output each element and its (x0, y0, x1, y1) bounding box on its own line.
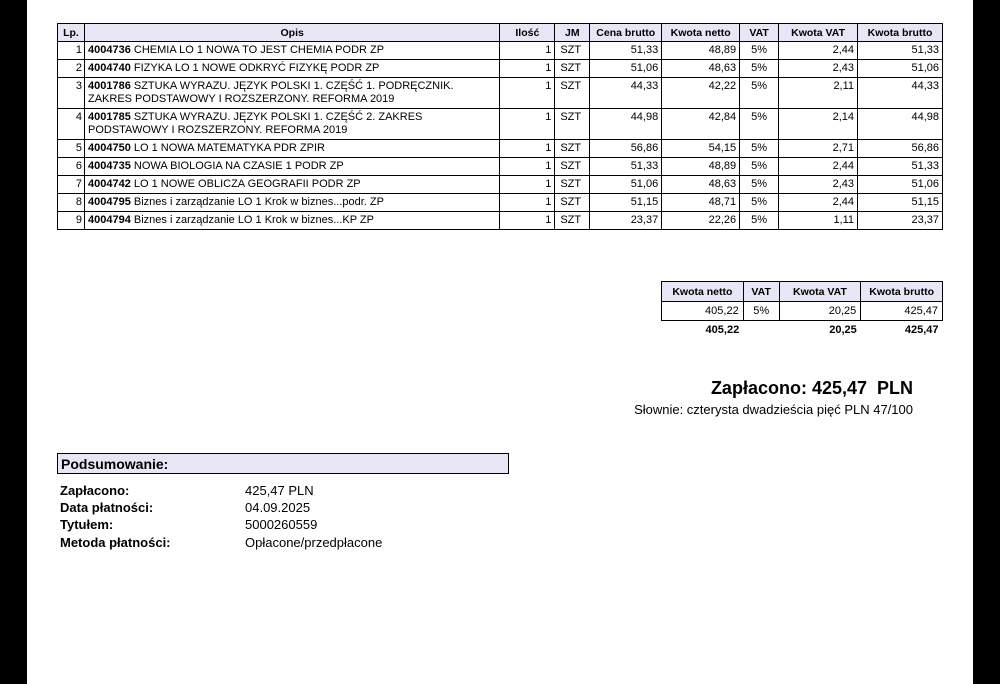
items-header-row (58, 24, 943, 42)
item-unit: SZT (555, 176, 590, 194)
item-code: 4001785 (87, 111, 131, 123)
rate-net: 405,22 (662, 302, 744, 321)
header-lp: Lp. (58, 24, 85, 42)
header-vat: VAT (740, 24, 779, 42)
summary-value: 425,47 PLN (245, 483, 314, 498)
table-row (58, 194, 943, 212)
item-lp: 4 (58, 109, 85, 140)
header-kwota-brutto: Kwota brutto (858, 24, 943, 42)
item-description (84, 109, 499, 140)
item-lp: 3 (58, 78, 85, 109)
item-unit: SZT (555, 194, 590, 212)
item-description (84, 42, 499, 60)
item-code: 4001786 (87, 80, 131, 92)
item-lp: 6 (58, 158, 85, 176)
item-unit: SZT (555, 78, 590, 109)
item-description (84, 194, 499, 212)
table-row (58, 176, 943, 194)
paid-total: Zapłacono: 425,47 PLN (710, 378, 913, 398)
item-net: 48,63 (662, 60, 740, 78)
item-description-text: Biznes i zarządzanie LO 1 Krok w biznes...podr. ZP (133, 196, 384, 208)
item-price-gross: 51,06 (590, 60, 662, 78)
table-row (58, 78, 943, 109)
header-cena-brutto: Cena brutto (590, 24, 662, 42)
item-vat-amount: 2,44 (779, 194, 858, 212)
item-quantity: 1 (500, 158, 555, 176)
item-gross: 51,15 (858, 194, 943, 212)
item-vat-amount: 1,11 (779, 212, 858, 230)
item-net: 48,71 (662, 194, 740, 212)
sum-vat-amount: 20,25 (829, 324, 857, 336)
item-lp: 8 (58, 194, 85, 212)
item-description-text: LO 1 NOWE OBLICZA GEOGRAFII PODR ZP (133, 178, 361, 190)
item-price-gross: 51,33 (590, 42, 662, 60)
totals-header-net: Kwota netto (662, 282, 744, 302)
summary-label: Tytułem: (60, 517, 114, 532)
item-code: 4004735 (87, 160, 131, 172)
item-vat-rate: 5% (740, 109, 779, 140)
table-row (58, 42, 943, 60)
item-quantity: 1 (500, 194, 555, 212)
item-gross: 56,86 (858, 140, 943, 158)
item-vat-amount: 2,43 (779, 176, 858, 194)
summary-heading: Podsumowanie: (57, 453, 509, 474)
totals-rate-row (662, 302, 943, 321)
item-gross: 51,06 (858, 176, 943, 194)
item-gross: 23,37 (858, 212, 943, 230)
item-vat-rate: 5% (740, 176, 779, 194)
item-lp: 9 (58, 212, 85, 230)
item-quantity: 1 (500, 176, 555, 194)
summary-label: Data płatności: (60, 500, 154, 515)
rate-gross: 425,47 (861, 302, 943, 321)
item-vat-rate: 5% (740, 78, 779, 109)
item-price-gross: 44,33 (590, 78, 662, 109)
item-vat-rate: 5% (740, 60, 779, 78)
item-net: 48,63 (662, 176, 740, 194)
invoice-page (27, 0, 973, 684)
item-description-text: Biznes i zarządzanie LO 1 Krok w biznes...KP ZP (133, 214, 374, 226)
header-opis: Opis (84, 24, 499, 42)
items-table (57, 23, 943, 230)
table-row (58, 60, 943, 78)
table-row (58, 158, 943, 176)
item-net: 54,15 (662, 140, 740, 158)
item-vat-amount: 2,43 (779, 60, 858, 78)
item-quantity: 1 (500, 140, 555, 158)
item-net: 48,89 (662, 158, 740, 176)
item-description-text: SZTUKA WYRAZU. JĘZYK POLSKI 1. CZĘŚĆ 2. ZAKRES PODSTAWOWY I ROZSZERZONY. REFORMA 2019 (87, 111, 423, 136)
item-description (84, 212, 499, 230)
item-description (84, 140, 499, 158)
item-quantity: 1 (500, 109, 555, 140)
item-vat-amount: 2,11 (779, 78, 858, 109)
item-description (84, 60, 499, 78)
table-row (58, 140, 943, 158)
totals-table (661, 281, 943, 339)
item-price-gross: 51,06 (590, 176, 662, 194)
item-price-gross: 51,33 (590, 158, 662, 176)
item-gross: 44,98 (858, 109, 943, 140)
item-code: 4004795 (87, 196, 131, 208)
totals-sum-row (662, 321, 943, 340)
item-code: 4004742 (87, 178, 131, 190)
item-quantity: 1 (500, 60, 555, 78)
totals-header-gross: Kwota brutto (861, 282, 943, 302)
item-code: 4004740 (87, 62, 131, 74)
item-unit: SZT (555, 212, 590, 230)
item-code: 4004736 (87, 44, 131, 56)
item-lp: 5 (58, 140, 85, 158)
item-vat-amount: 2,44 (779, 158, 858, 176)
item-lp: 7 (58, 176, 85, 194)
item-quantity: 1 (500, 42, 555, 60)
item-code: 4004794 (87, 214, 131, 226)
item-unit: SZT (555, 140, 590, 158)
item-unit: SZT (555, 42, 590, 60)
item-price-gross: 51,15 (590, 194, 662, 212)
item-net: 42,84 (662, 109, 740, 140)
item-lp: 2 (58, 60, 85, 78)
item-gross: 44,33 (858, 78, 943, 109)
item-price-gross: 56,86 (590, 140, 662, 158)
item-description-text: NOWA BIOLOGIA NA CZASIE 1 PODR ZP (133, 160, 344, 172)
item-vat-rate: 5% (740, 194, 779, 212)
item-unit: SZT (555, 60, 590, 78)
item-vat-amount: 2,71 (779, 140, 858, 158)
item-description-text: CHEMIA LO 1 NOWA TO JEST CHEMIA PODR ZP (133, 44, 385, 56)
item-gross: 51,33 (858, 158, 943, 176)
totals-header-row (662, 282, 943, 302)
item-description (84, 78, 499, 109)
item-description-text: LO 1 NOWA MATEMATYKA PDR ZPIR (133, 142, 325, 154)
item-description-text: FIZYKA LO 1 NOWE ODKRYĆ FIZYKĘ PODR ZP (133, 62, 380, 74)
amount-in-words: Słownie: czterysta dwadzieścia pięć PLN 47/100 (634, 402, 913, 417)
item-quantity: 1 (500, 78, 555, 109)
item-vat-rate: 5% (740, 42, 779, 60)
item-vat-rate: 5% (740, 140, 779, 158)
totals-header-vat-amount: Kwota VAT (779, 282, 861, 302)
item-unit: SZT (555, 109, 590, 140)
summary-value: 04.09.2025 (245, 500, 311, 515)
items-body (58, 42, 943, 230)
sum-gross: 425,47 (904, 324, 939, 336)
summary-value: 5000260559 (245, 517, 318, 532)
item-lp: 1 (58, 42, 85, 60)
rate-vat: 5% (743, 302, 779, 321)
item-net: 22,26 (662, 212, 740, 230)
item-vat-rate: 5% (740, 158, 779, 176)
header-kwota-netto: Kwota netto (662, 24, 740, 42)
header-kwota-vat: Kwota VAT (779, 24, 858, 42)
item-unit: SZT (555, 158, 590, 176)
item-vat-amount: 2,44 (779, 42, 858, 60)
item-code: 4004750 (87, 142, 131, 154)
item-description (84, 158, 499, 176)
item-vat-amount: 2,14 (779, 109, 858, 140)
item-net: 48,89 (662, 42, 740, 60)
item-price-gross: 44,98 (590, 109, 662, 140)
summary-value: Opłacone/przedpłacone (245, 535, 383, 550)
table-row (58, 109, 943, 140)
totals-header-vat: VAT (743, 282, 779, 302)
summary-label: Zapłacono: (60, 483, 130, 498)
item-gross: 51,33 (858, 42, 943, 60)
summary-label: Metoda płatności: (60, 535, 171, 550)
header-jm: JM (555, 24, 590, 42)
item-quantity: 1 (500, 212, 555, 230)
item-description (84, 176, 499, 194)
item-gross: 51,06 (858, 60, 943, 78)
item-net: 42,22 (662, 78, 740, 109)
rate-vat-amount: 20,25 (779, 302, 861, 321)
header-ilosc: Ilość (500, 24, 555, 42)
item-vat-rate: 5% (740, 212, 779, 230)
table-row (58, 212, 943, 230)
item-price-gross: 23,37 (590, 212, 662, 230)
sum-net: 405,22 (705, 324, 740, 336)
item-description-text: SZTUKA WYRAZU. JĘZYK POLSKI 1. CZĘŚĆ 1. PODRĘCZNIK. ZAKRES PODSTAWOWY I ROZSZERZONY. REFORMA 2019 (87, 80, 454, 105)
sum-vat-empty (743, 321, 779, 340)
